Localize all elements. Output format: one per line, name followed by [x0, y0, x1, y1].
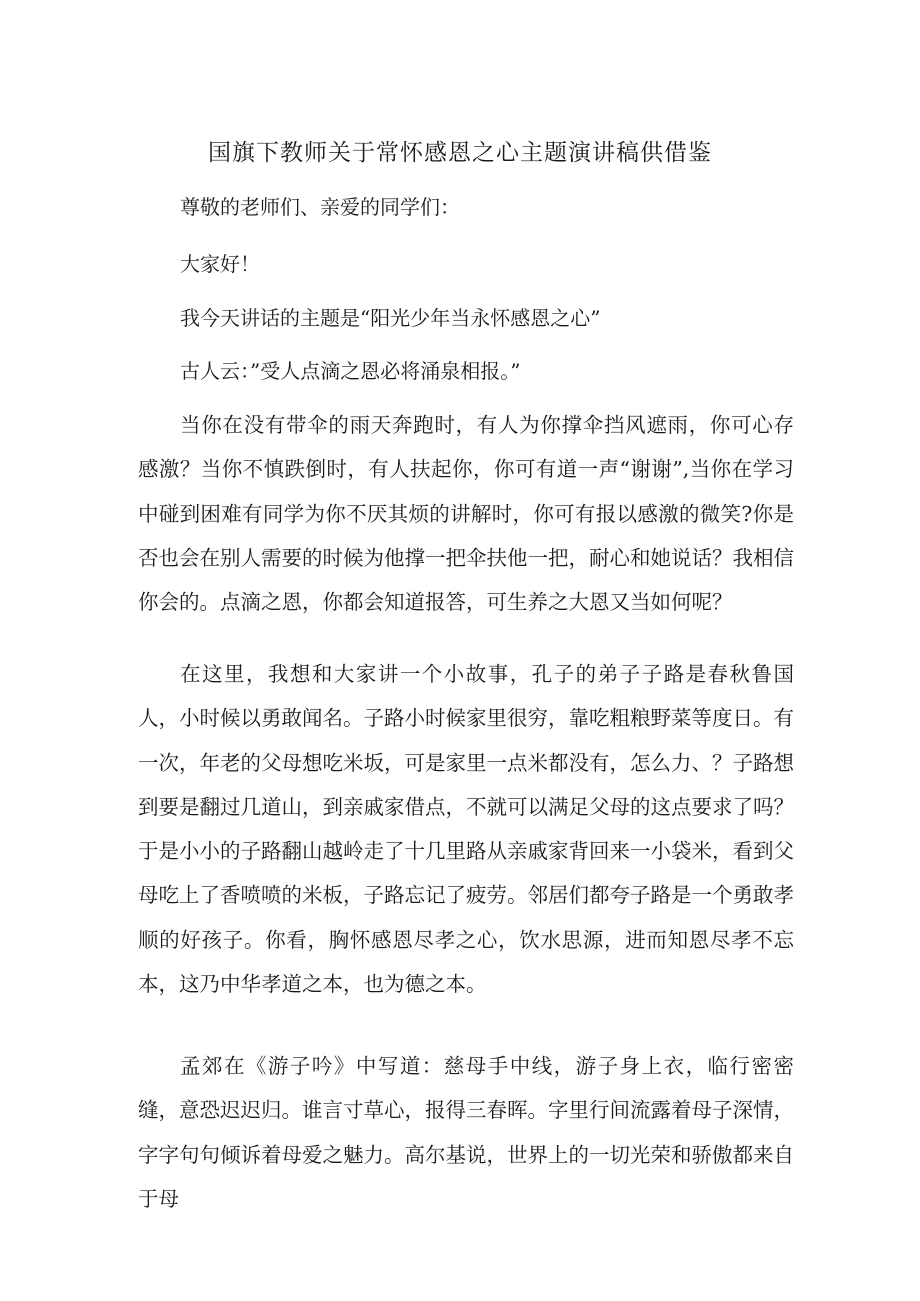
salutation-line: 尊敬的老师们、亲爱的同学们：: [180, 195, 460, 219]
quote-line: 古人云：”受人点滴之恩必将涌泉相报。”: [180, 359, 521, 383]
greeting-line: 大家好！: [180, 252, 260, 276]
topic-line: 我今天讲话的主题是“阳光少年当永怀感恩之心”: [180, 306, 601, 330]
paragraph-umbrella: 当你在没有带伞的雨天奔跑时，有人为你撑伞挡风遮雨，你可心存感激？当你不慎跌倒时，有人扶起你，你可有道一声“谢谢”,当你在学习中碰到困难有同学为你不厌其烦的讲解时，你可有报以感激的微笑?你是否也会在别人需要的时候为他撑一把伞扶他一把，耐心和她说话？我相信你会的。点滴之恩，你都会知道报答，可生养之大恩又当如何呢？: [138, 413, 794, 615]
paragraph-youziyin: 孟郊在《游子吟》中写道：慈母手中线，游子身上衣，临行密密缝，意恐迟迟归。谁言寸草心，报得三春晖。字里行间流露着母子深情，字字句句倾诉着母爱之魅力。高尔基说，世界上的一切光荣和骄傲都来自于母: [138, 1054, 794, 1211]
document-title: 国旗下教师关于常怀感恩之心主题演讲稿供借鉴: [208, 140, 712, 166]
paragraph-zilu-story: 在这里，我想和大家讲一个小故事，孔子的弟子子路是春秋鲁国人，小时候以勇敢闻名。子路小时候家里很穷，靠吃粗粮野菜等度日。有一次，年老的父母想吃米坂，可是家里一点米都没有，怎么力、？子路想到要是翻过几道山，到亲戚家借点，不就可以满足父母的这点要求了吗？于是小小的子路翻山越岭走了十几里路从亲戚家背回来一小袋米，看到父母吃上了香喷喷的米板，子路忘记了疲劳。邻居们都夸子路是一个勇敢孝顺的好孩子。你看，胸怀感恩尽孝之心，饮水思源，进而知恩尽孝不忘本，这乃中华孝道之本，也为德之本。: [138, 662, 794, 997]
